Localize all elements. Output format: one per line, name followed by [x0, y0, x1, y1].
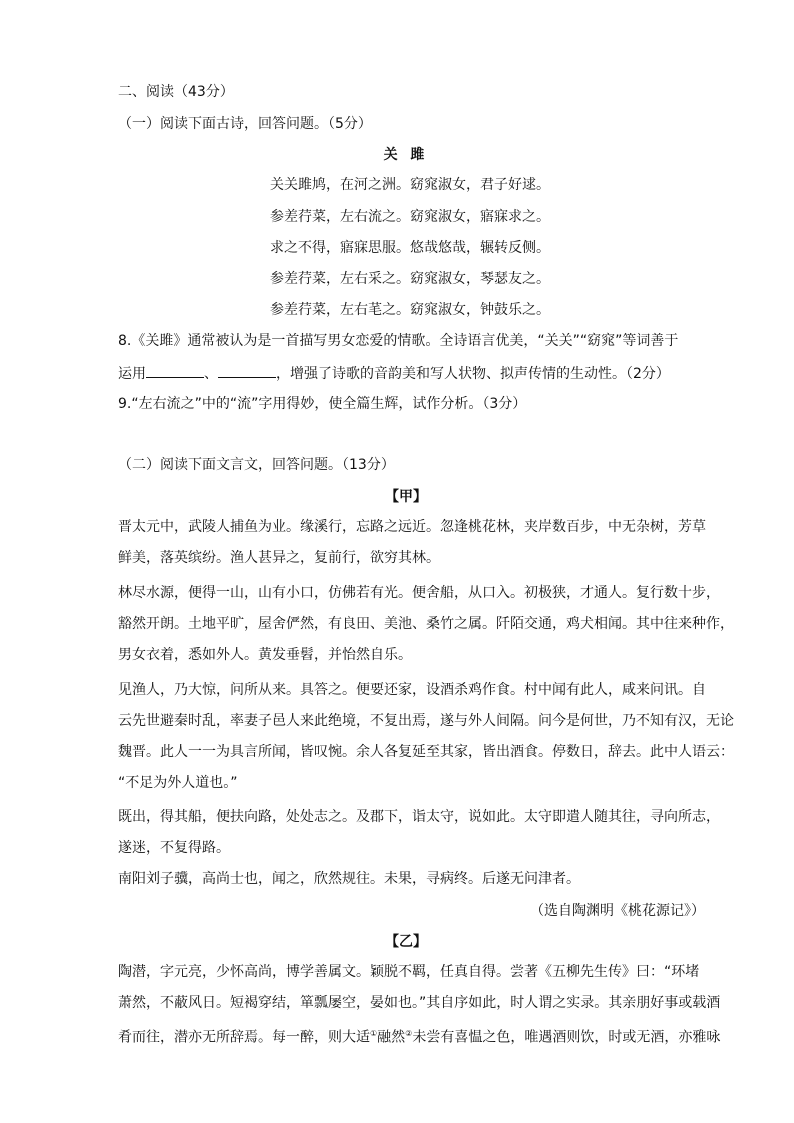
part1-instruction: （一）阅读下面古诗，回答问题。（5分）	[118, 116, 372, 132]
footnote-marker-2: ②	[405, 1029, 413, 1038]
passage-jia-line: 遂迷，不复得路。	[118, 840, 230, 856]
passage-jia-line: 男女衣着，悉如外人。黄发垂髫，并怡然自乐。	[118, 647, 412, 663]
answer-blank-1[interactable]	[146, 363, 204, 378]
passage-jia-line: 见渔人，乃大惊，问所从来。具答之。便要还家，设酒杀鸡作食。村中闻有此人，咸来问讯。自	[118, 682, 706, 698]
passage-jia-line: 林尽水源，便得一山，山有小口，仿佛若有光。便舍船，从口入。初极狭，才通人。复行数十步，	[118, 585, 720, 601]
q8-separator: 、	[204, 366, 218, 382]
yi-text-a: 肴而往，潜亦无所辞焉。每一醉，则大适	[118, 1029, 370, 1046]
passage-jia-line: 既出，得其船，便扶向路，处处志之。及郡下，诣太守，说如此。太守即遣人随其往，寻向所志，	[118, 809, 720, 825]
passage-jia-line: 魏晋。此人一一为具言所闻，皆叹惋。余人各复延至其家，皆出酒食。停数日，辞去。此中人语云：	[118, 744, 734, 760]
passage-yi-line	[118, 1024, 720, 1048]
yi-text-b: 融然	[377, 1029, 406, 1046]
question-9: 9.“左右流之”中的“流”字用得妙，使全篇生辉，试作分析。（3分）	[118, 396, 527, 412]
part2-instruction: （二）阅读下面文言文，回答问题。（13分）	[118, 457, 395, 473]
passage-jia-line: 晋太元中，武陵人捕鱼为业。缘溪行，忘路之远近。忽逢桃花林，夹岸数百步，中无杂树，芳草	[118, 519, 706, 535]
q8-suffix: ，增强了诗歌的音韵美和写人状物、拟声传情的生动性。（2分）	[276, 366, 670, 382]
passage-yi-line: 陶潜，字元亮，少怀高尚，博学善属文。颖脱不羁，任真自得。尝著《五柳先生传》曰：“环堵	[118, 964, 700, 980]
yi-text-c: 未尝有喜愠之色，唯遇酒则饮，时或无酒，亦雅咏	[412, 1029, 721, 1046]
question-8-line2	[118, 363, 670, 384]
poem-line: 参差荇菜，左右采之。窈窕淑女，琴瑟友之。	[270, 271, 550, 287]
passage-jia-line: 鲜美，落英缤纷。渔人甚异之，复前行，欲穷其林。	[118, 550, 440, 566]
q8-prefix: 运用	[118, 366, 146, 382]
passage-jia-line: 豁然开朗。土地平旷，屋舍俨然，有良田、美池、桑竹之属。阡陌交通，鸡犬相闻。其中往来种作，	[118, 616, 734, 632]
passage-jia-line: 云先世避秦时乱，率妻子邑人来此绝境，不复出焉，遂与外人间隔。问今是何世，乃不知有汉，无论	[118, 713, 734, 729]
question-8-line1: 8.《关雎》通常被认为是一首描写男女恋爱的情歌。全诗语言优美，“关关”“窈窕”等词善于	[118, 333, 679, 349]
passage-jia-line: 南阳刘子骥，高尚士也，闻之，欣然规往。未果，寻病终。后遂无问津者。	[118, 871, 580, 887]
passage-jia-source: （选自陶渊明《桃花源记》）	[530, 903, 705, 919]
passage-yi-title: 【乙】	[385, 934, 427, 950]
poem-line: 参差荇菜，左右流之。窈窕淑女，寤寐求之。	[270, 209, 550, 225]
answer-blank-2[interactable]	[218, 363, 276, 378]
footnote-marker-1: ①	[370, 1029, 378, 1038]
poem-title: 关 雎	[383, 147, 429, 163]
section-heading: 二、阅读（43分）	[118, 84, 234, 100]
poem-line: 求之不得，寤寐思服。悠哉悠哉，辗转反侧。	[270, 240, 550, 256]
poem-line: 参差荇菜，左右芼之。窈窕淑女，钟鼓乐之。	[270, 302, 550, 318]
passage-yi-line: 萧然，不蔽风日。短褐穿结，箪瓢屡空，晏如也。”其自序如此，时人谓之实录。其亲朋好事或载酒	[118, 995, 721, 1011]
passage-jia-title: 【甲】	[385, 489, 427, 505]
passage-jia-line: “不足为外人道也。”	[118, 775, 238, 791]
poem-line: 关关雎鸠，在河之洲。窈窕淑女，君子好逑。	[270, 177, 550, 193]
